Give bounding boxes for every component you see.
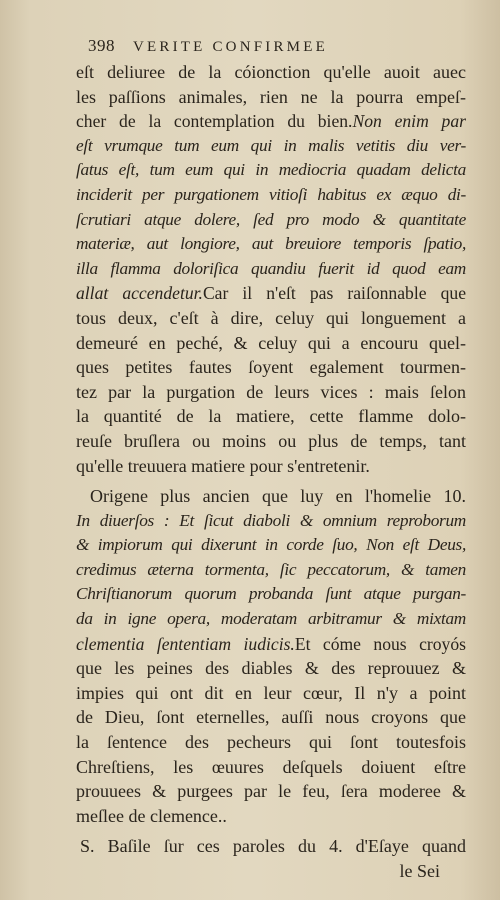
text-line: impies qui ont dit en leur cœur, Il n'y a point bbox=[76, 682, 466, 703]
paragraph bbox=[76, 484, 466, 828]
text-line: & impiorum qui dixerunt in corde ſuo, Non eſt Deus, bbox=[76, 535, 466, 555]
text-line: meſlee de clemence.. bbox=[76, 805, 227, 826]
page-number: 398 bbox=[88, 36, 115, 55]
latin-segment: clementia ſententiam iudicis. bbox=[76, 633, 295, 654]
text-line: prouuees & purgees par le feu, ſera moderee & bbox=[76, 781, 466, 802]
paragraph bbox=[76, 60, 466, 478]
text-line: S. Baſile ſur ces paroles du 4. d'Eſaye quand bbox=[80, 836, 466, 857]
text-line: la ſentence des pecheurs qui ſont toutesfois bbox=[76, 732, 466, 753]
running-title: VERITE CONFIRMEE bbox=[133, 39, 328, 55]
catchword: le Sei bbox=[399, 861, 440, 881]
text-line: In diuerſos : Et ſicut diaboli & omnium reproborum bbox=[76, 510, 466, 530]
text-line: Origene plus ancien que luy en l'homelie 10. bbox=[90, 486, 466, 507]
text-line: demeuré en peché, & celuy qui a encouru quel- bbox=[76, 332, 466, 353]
french-segment: cher de la contemplation du bien. bbox=[76, 111, 353, 132]
text-line bbox=[76, 281, 466, 306]
text-line: qu'elle treuuera matiere pour s'entretenir. bbox=[76, 455, 370, 476]
text-line: inciderit per purgationem vitioſi habitus ex æquo di- bbox=[76, 184, 466, 204]
text-line: Chriſtianorum quorum probanda ſunt atque purgan- bbox=[76, 584, 466, 604]
text-line: materiæ, aut longiore, aut breuiore temporis ſpatio, bbox=[76, 234, 466, 254]
text-line: credimus æterna tormenta, ſic peccatorum, & tamen bbox=[76, 559, 466, 579]
latin-segment: Non enim par bbox=[352, 111, 466, 132]
text-line: reuſe bruſlera ou moins ou plus de temps, tant bbox=[76, 430, 466, 451]
french-segment: Et cóme nous croyós bbox=[294, 633, 466, 654]
text-line: Chreſtiens, les œuures deſquels doiuent eſtre bbox=[76, 756, 466, 777]
latin-segment: allat accendetur. bbox=[76, 283, 203, 304]
text-line: ſatus eſt, tum eum qui in mediocria quadam delicta bbox=[76, 160, 466, 180]
text-line: eſt vrumque tum eum qui in malis vetitis diu ver- bbox=[76, 135, 466, 155]
text-line: tez par la purgation de leurs vices : mais ſelon bbox=[76, 381, 466, 402]
text-line: tous deux, c'eſt à dire, celuy qui longuement a bbox=[76, 307, 466, 328]
page-header bbox=[88, 36, 458, 60]
text-line bbox=[76, 632, 466, 657]
text-line: de Dieu, ſont eternelles, auſſi nous croyons que bbox=[76, 707, 466, 728]
text-line: les paſſions animales, rien ne la pourra empeſ- bbox=[76, 86, 466, 107]
text-line: ſcrutiari atque dolere, ſed pro modo & quantitate bbox=[76, 209, 466, 229]
french-segment: Car il n'eſt pas raiſonnable que bbox=[202, 283, 466, 304]
body-text bbox=[76, 60, 466, 884]
text-line bbox=[76, 109, 466, 134]
text-line: da in igne opera, moderatam arbitramur & mixtam bbox=[76, 609, 466, 629]
text-line: que les peines des diables & des reprouuez & bbox=[76, 658, 466, 679]
text-line: illa flamma doloriſica quandiu fuerit id quod eam bbox=[76, 258, 466, 278]
text-line: la quantité de la matiere, cette flamme dolo- bbox=[76, 406, 466, 427]
text-line: eſt deliuree de la cóionction qu'elle auoit auec bbox=[76, 62, 466, 82]
paragraph bbox=[76, 834, 466, 859]
text-line: ques petites fautes ſoyent egalement tourmen- bbox=[76, 357, 466, 378]
